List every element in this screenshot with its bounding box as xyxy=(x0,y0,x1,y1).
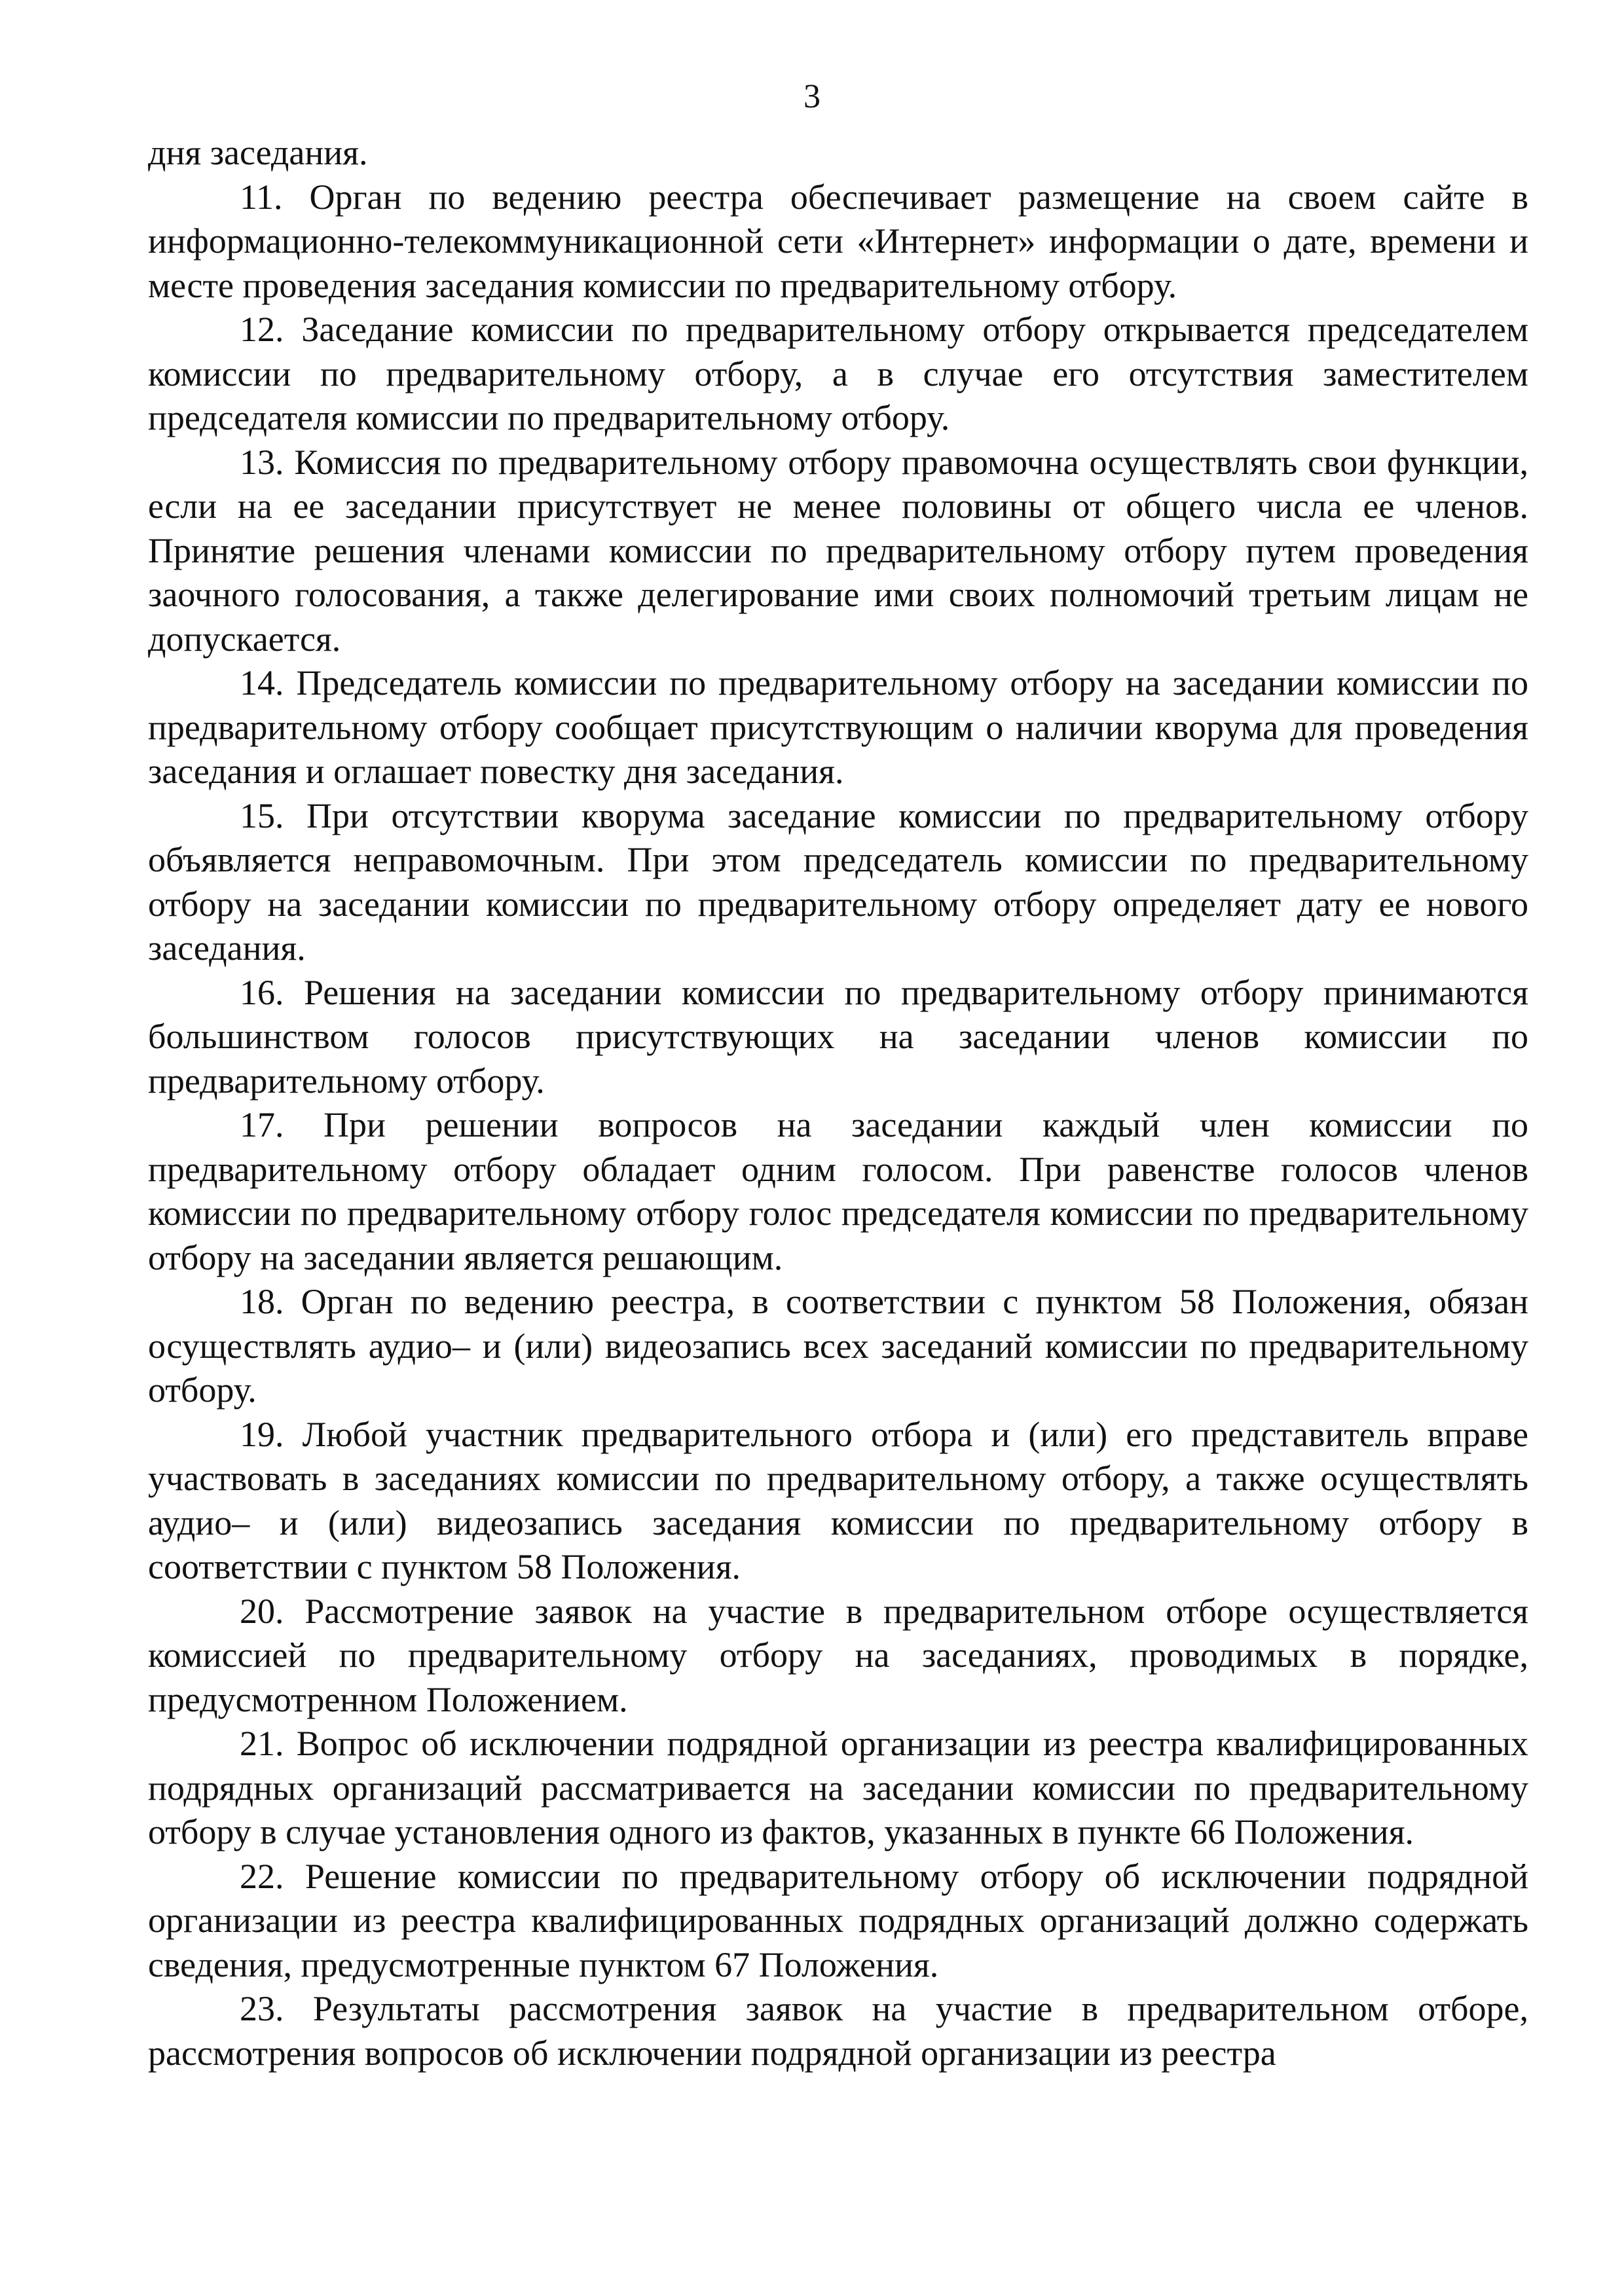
paragraph-20: 20. Рассмотрение заявок на участие в предварительном отборе осуществляется комиссией по предварительному отбору на заседаниях, проводимых в порядке, предусмотренном Положением. xyxy=(148,1591,1528,1719)
paragraph-22: 22. Решение комиссии по предварительному отбору об исключении подрядной организации из реестра квалифицированных подрядных организаций должно содержать сведения, предусмотренные пунктом 67 Положения. xyxy=(148,1856,1528,1984)
paragraph-11: 11. Орган по ведению реестра обеспечивает размещение на своем сайте в информационно-телекоммуникационной сети «Интернет» информации о дате, времени и месте проведения заседания комиссии по предварительному отбору. xyxy=(148,177,1528,305)
paragraph-continuation: дня заседания. xyxy=(148,133,368,172)
paragraph-17: 17. При решении вопросов на заседании каждый член комиссии по предварительному отбору обладает одним голосом. При равенстве голосов членов комиссии по предварительному отбору голос председателя комиссии по предварительному отбору на заседании является решающим. xyxy=(148,1105,1528,1277)
document-body xyxy=(148,131,1528,2075)
paragraph-16: 16. Решения на заседании комиссии по предварительному отбору принимаются большинством голосов присутствующих на заседании членов комиссии по предварительному отбору. xyxy=(148,972,1528,1101)
paragraph-14: 14. Председатель комиссии по предварительному отбору на заседании комиссии по предварительному отбору сообщает присутствующим о наличии кворума для проведения заседания и оглашает повестку дня заседания. xyxy=(148,663,1528,791)
paragraph-15: 15. При отсутствии кворума заседание комиссии по предварительному отбору объявляется неправомочным. При этом председатель комиссии по предварительному отбору на заседании комиссии по предварительному отбору определяет дату ее нового заседания. xyxy=(148,795,1528,968)
paragraph-13: 13. Комиссия по предварительному отбору правомочна осуществлять свои функции, если на ее заседании присутствует не менее половины от общего числа ее членов. Принятие решения членами комиссии по предварительному отбору путем проведения заочного голосования, а также делегирование ими своих полномочий третьим лицам не допускается. xyxy=(148,442,1528,659)
paragraph-18: 18. Орган по ведению реестра, в соответствии с пунктом 58 Положения, обязан осуществлять аудио– и (или) видеозапись всех заседаний комиссии по предварительному отбору. xyxy=(148,1282,1528,1410)
paragraph-21: 21. Вопрос об исключении подрядной организации из реестра квалифицированных подрядных организаций рассматривается на заседании комиссии по предварительному отбору в случае установления одного из фактов, указанных в пункте 66 Положения. xyxy=(148,1724,1528,1851)
paragraph-23: 23. Результаты рассмотрения заявок на участие в предварительном отборе, рассмотрения вопросов об исключении подрядной организации из реестра xyxy=(148,1989,1528,2073)
paragraph-19: 19. Любой участник предварительного отбора и (или) его представитель вправе участвовать в заседаниях комиссии по предварительному отбору, а также осуществлять аудио– и (или) видеозапись заседания комиссии по предварительному отбору в соответствии с пунктом 58 Положения. xyxy=(148,1414,1528,1586)
page-number: 3 xyxy=(803,78,821,115)
paragraph-12: 12. Заседание комиссии по предварительному отбору открывается председателем комиссии по предварительному отбору, а в случае его отсутствия заместителем председателя комиссии по предварительному отбору. xyxy=(148,310,1528,437)
